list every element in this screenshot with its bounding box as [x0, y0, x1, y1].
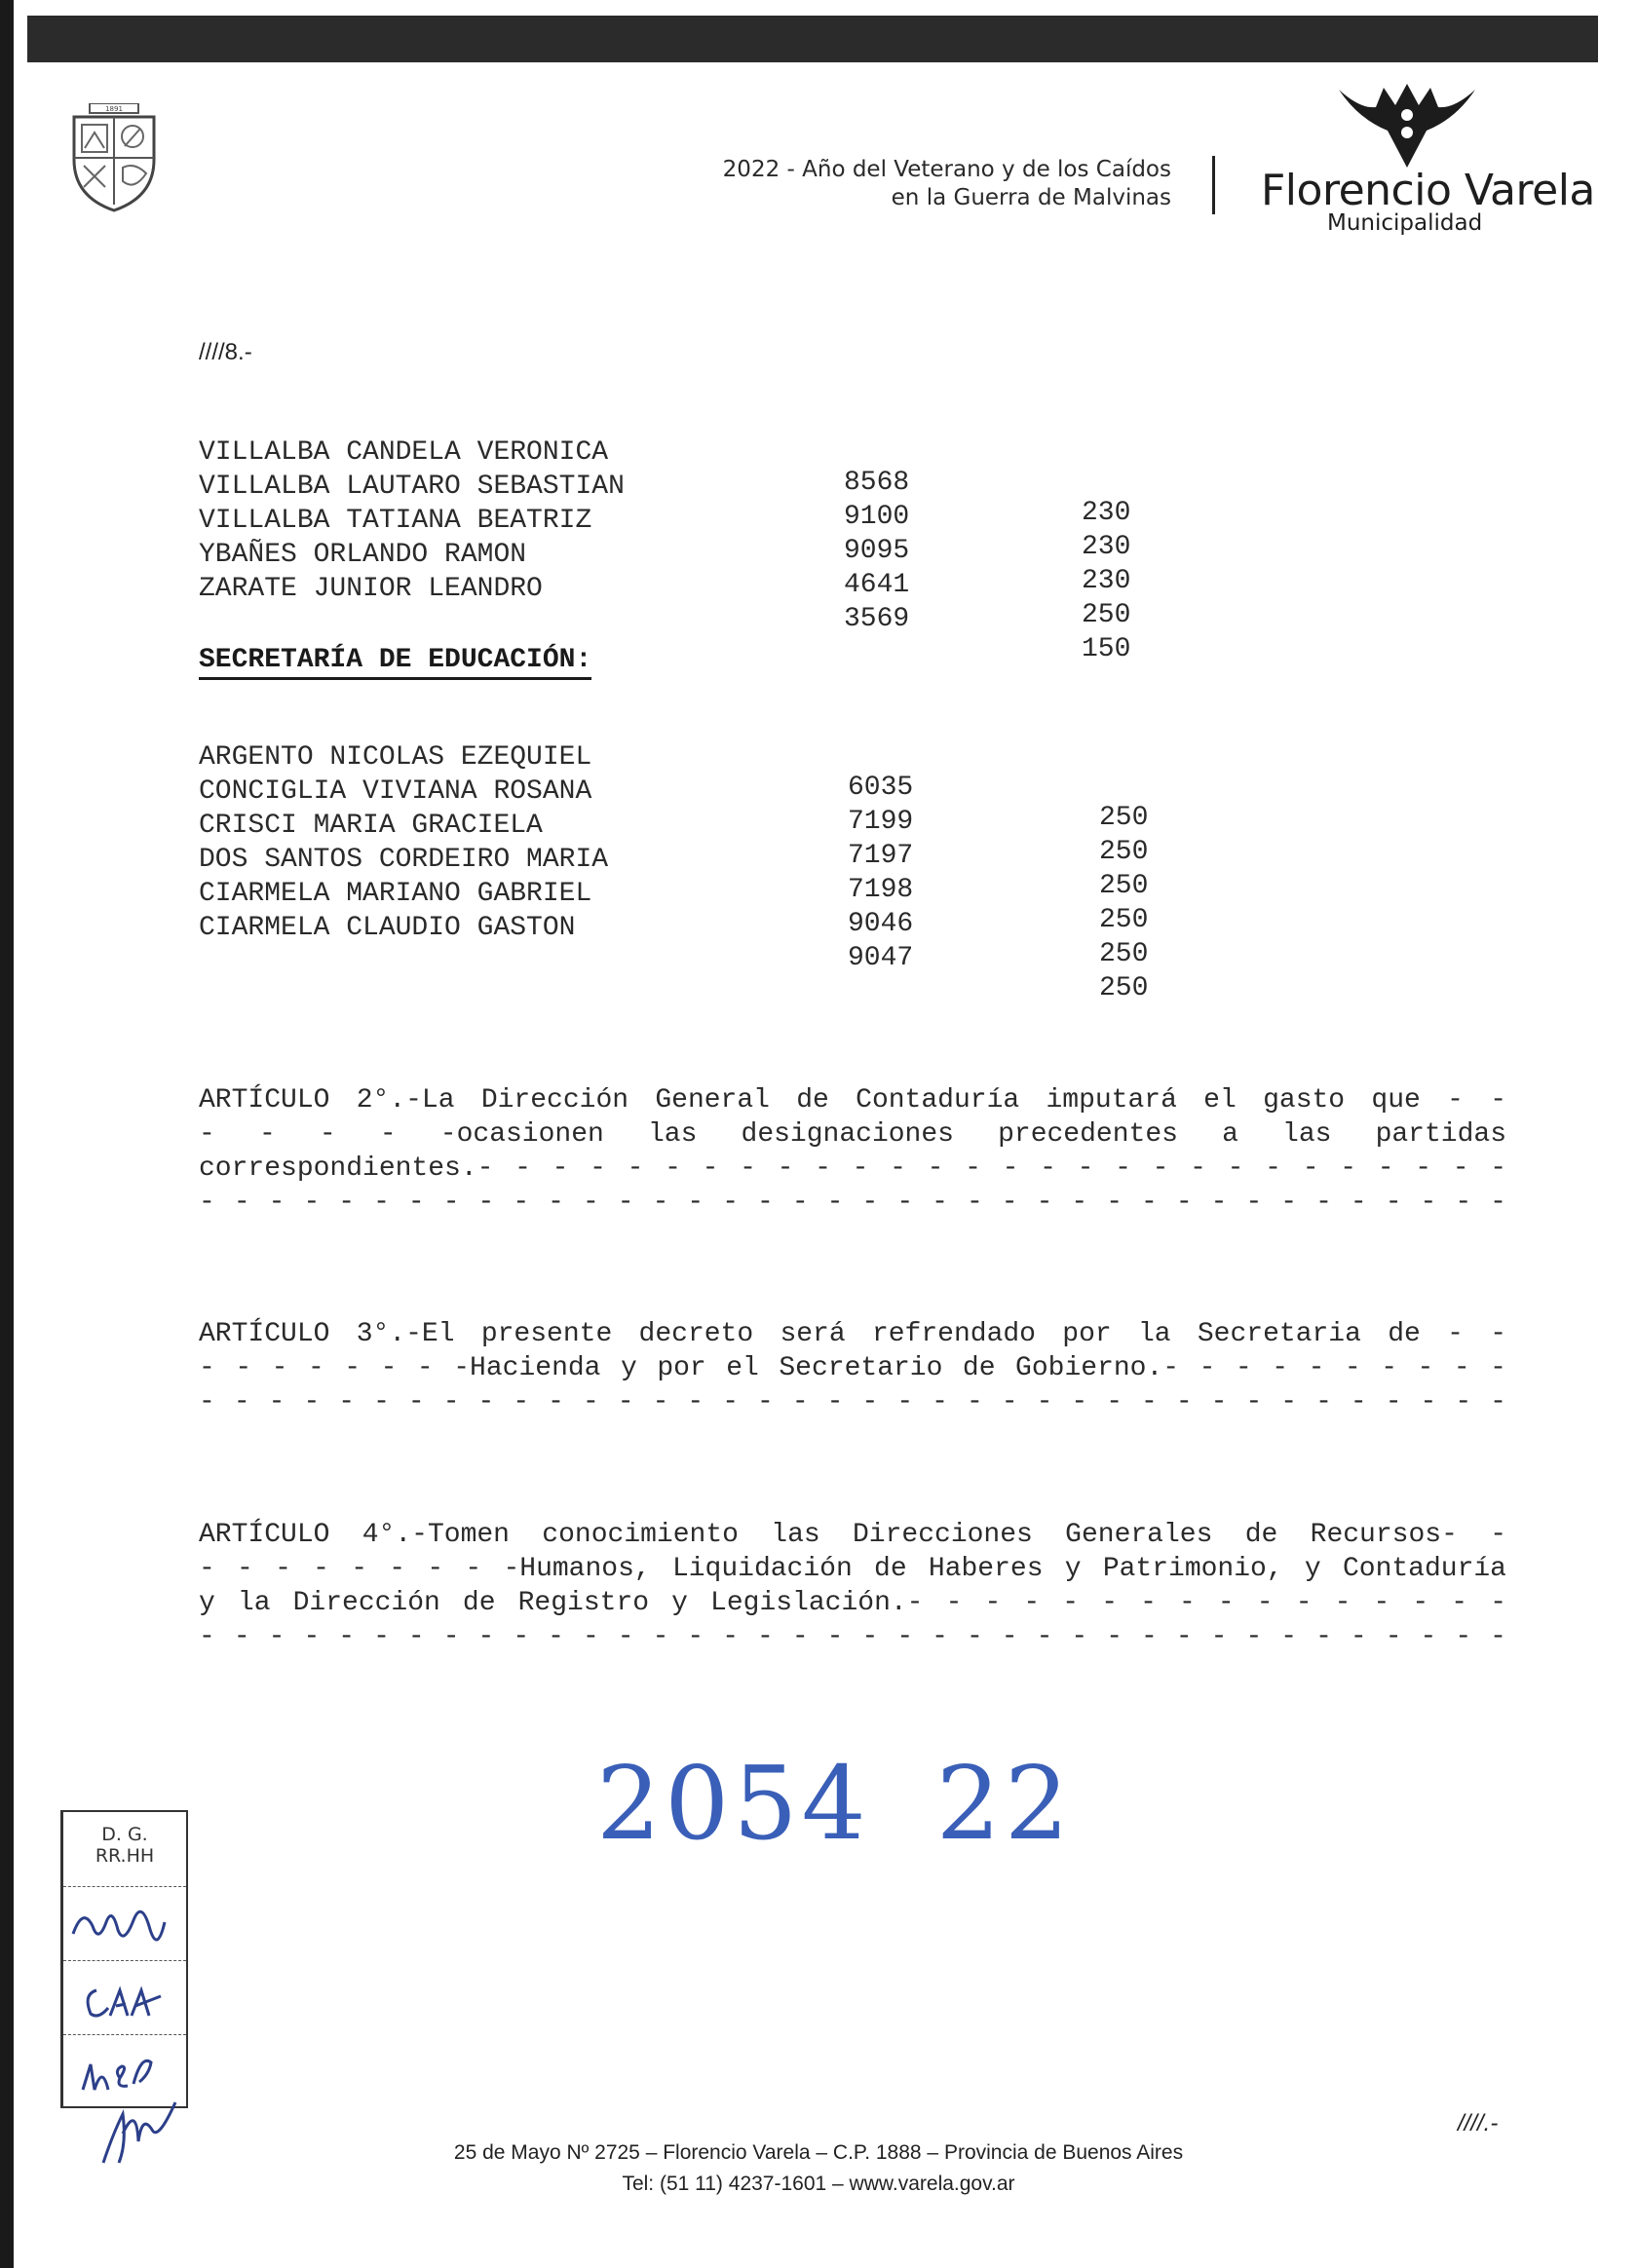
handwritten-initials-icon	[63, 1961, 184, 2034]
employee-name: VILLALBA CANDELA VERONICA	[199, 437, 609, 468]
employee-name: VILLALBA TATIANA BEATRIZ	[199, 506, 592, 536]
employee-name: CONCIGLIA VIVIANA ROSANA	[199, 776, 592, 807]
employee-legajo: 6035	[848, 773, 914, 803]
employee-legajo: 3569	[844, 604, 910, 634]
employee-name: YBAÑES ORLANDO RAMON	[199, 540, 527, 570]
rrhh-label-line2: RR.HH	[95, 1845, 155, 1867]
employee-value: 250	[1099, 905, 1149, 935]
article-3-line: - - - - - - - - - - - - - - - - - - - - - - - - - - - - - - - - - - - - - -	[199, 1387, 1506, 1418]
employee-name: VILLALBA LAUTARO SEBASTIAN	[199, 472, 625, 502]
article-2-line: ARTÍCULO 2°.-La Dirección General de Contaduría imputará el gasto que - -	[199, 1085, 1506, 1115]
header-motto-line1: 2022 - Año del Veterano y de los Caídos	[722, 157, 1171, 182]
employee-value: 250	[1099, 939, 1149, 969]
page-reference: ////8.-	[199, 339, 252, 365]
logo-name: Florencio Varela	[1261, 166, 1595, 215]
employee-value: 250	[1082, 600, 1131, 630]
employee-value: 250	[1099, 803, 1149, 833]
article-4	[199, 1518, 1506, 1654]
employee-name: CRISCI MARIA GRACIELA	[199, 811, 543, 841]
header-divider	[1212, 156, 1215, 214]
employee-value: 230	[1082, 498, 1131, 528]
florencio-varela-logo-icon	[1329, 80, 1485, 177]
decree-number: 2054	[596, 1744, 870, 1863]
article-4-line: - - - - - - - - -Humanos, Liquidación de Haberes y Patrimonio, y Contaduría	[199, 1554, 1506, 1584]
logo-subtitle: Municipalidad	[1327, 210, 1483, 236]
next-page-reference: ////.-	[1458, 2110, 1499, 2136]
employee-legajo: 8568	[844, 468, 910, 498]
employee-legajo: 9047	[848, 943, 914, 973]
handwritten-initials-icon	[63, 1887, 184, 1960]
employee-value: 250	[1099, 871, 1149, 901]
employee-legajo: 4641	[844, 570, 910, 600]
article-3-line: - - - - - - - -Hacienda y por el Secretario de Gobierno.- - - - - - - - - -	[199, 1353, 1506, 1383]
employee-list-2	[199, 712, 1173, 1003]
rrhh-label-cell	[63, 1812, 186, 1887]
employee-legajo: 9046	[848, 909, 914, 939]
article-2	[199, 1083, 1506, 1220]
article-4-line: - - - - - - - - - - - - - - - - - - - - - - - - - - - - - - - - - - - - - -	[199, 1622, 1506, 1652]
employee-value: 230	[1082, 566, 1131, 596]
footer-contact: Tel: (51 11) 4237-1601 – www.varela.gov.ar	[622, 2173, 1015, 2195]
article-2-line: correspondientes.- - - - - - - - - - - - - - - - - - - - - - - - - - - -	[199, 1153, 1506, 1184]
employee-legajo: 7198	[848, 875, 914, 905]
employee-name: ARGENTO NICOLAS EZEQUIEL	[199, 742, 592, 773]
decree-year: 22	[935, 1744, 1074, 1863]
rrhh-signature-box	[60, 1810, 188, 2108]
header-year-motto	[723, 156, 1171, 212]
article-3-line: ARTÍCULO 3°.-El presente decreto será refrendado por la Secretaria de - -	[199, 1319, 1506, 1349]
employee-name: DOS SANTOS CORDEIRO MARIA	[199, 845, 609, 875]
svg-text:1891: 1891	[105, 105, 123, 113]
employee-name: CIARMELA MARIANO GABRIEL	[199, 879, 592, 909]
employee-name: ZARATE JUNIOR LEANDRO	[199, 574, 543, 604]
article-4-line: ARTÍCULO 4°.-Tomen conocimiento las Direcciones Generales de Recursos- -	[199, 1520, 1506, 1550]
municipal-crest-icon	[70, 103, 158, 212]
article-2-line: - - - - -ocasionen las designaciones precedentes a las partidas	[199, 1119, 1506, 1150]
decree-number-stamp	[596, 1744, 1073, 1863]
employee-value: 250	[1099, 837, 1149, 867]
employee-legajo: 9095	[844, 536, 910, 566]
scan-edge	[0, 0, 14, 2268]
article-4-line: y la Dirección de Registro y Legislación.- - - - - - - - - - - - - - - -	[199, 1588, 1506, 1618]
employee-value: 230	[1082, 532, 1131, 562]
scan-top-bar	[27, 16, 1598, 62]
header-motto-line2: en la Guerra de Malvinas	[891, 185, 1171, 210]
employee-legajo: 7199	[848, 807, 914, 837]
footer-address: 25 de Mayo Nº 2725 – Florencio Varela – C.P. 1888 – Provincia de Buenos Aires	[453, 2141, 1184, 2164]
article-3	[199, 1317, 1506, 1419]
employee-value: 150	[1082, 634, 1131, 664]
article-2-line: - - - - - - - - - - - - - - - - - - - - - - - - - - - - - - - - - - - - - -	[199, 1188, 1506, 1218]
employee-name: CIARMELA CLAUDIO GASTON	[199, 913, 576, 943]
initials-cell	[63, 1961, 186, 2035]
employee-value: 250	[1099, 973, 1149, 1003]
initials-cell	[63, 1887, 186, 1961]
section-title: SECRETARÍA DE EDUCACIÓN:	[199, 645, 591, 680]
employee-legajo: 7197	[848, 841, 914, 871]
rrhh-label-line1: D. G.	[101, 1824, 148, 1845]
employee-legajo: 9100	[844, 502, 910, 532]
